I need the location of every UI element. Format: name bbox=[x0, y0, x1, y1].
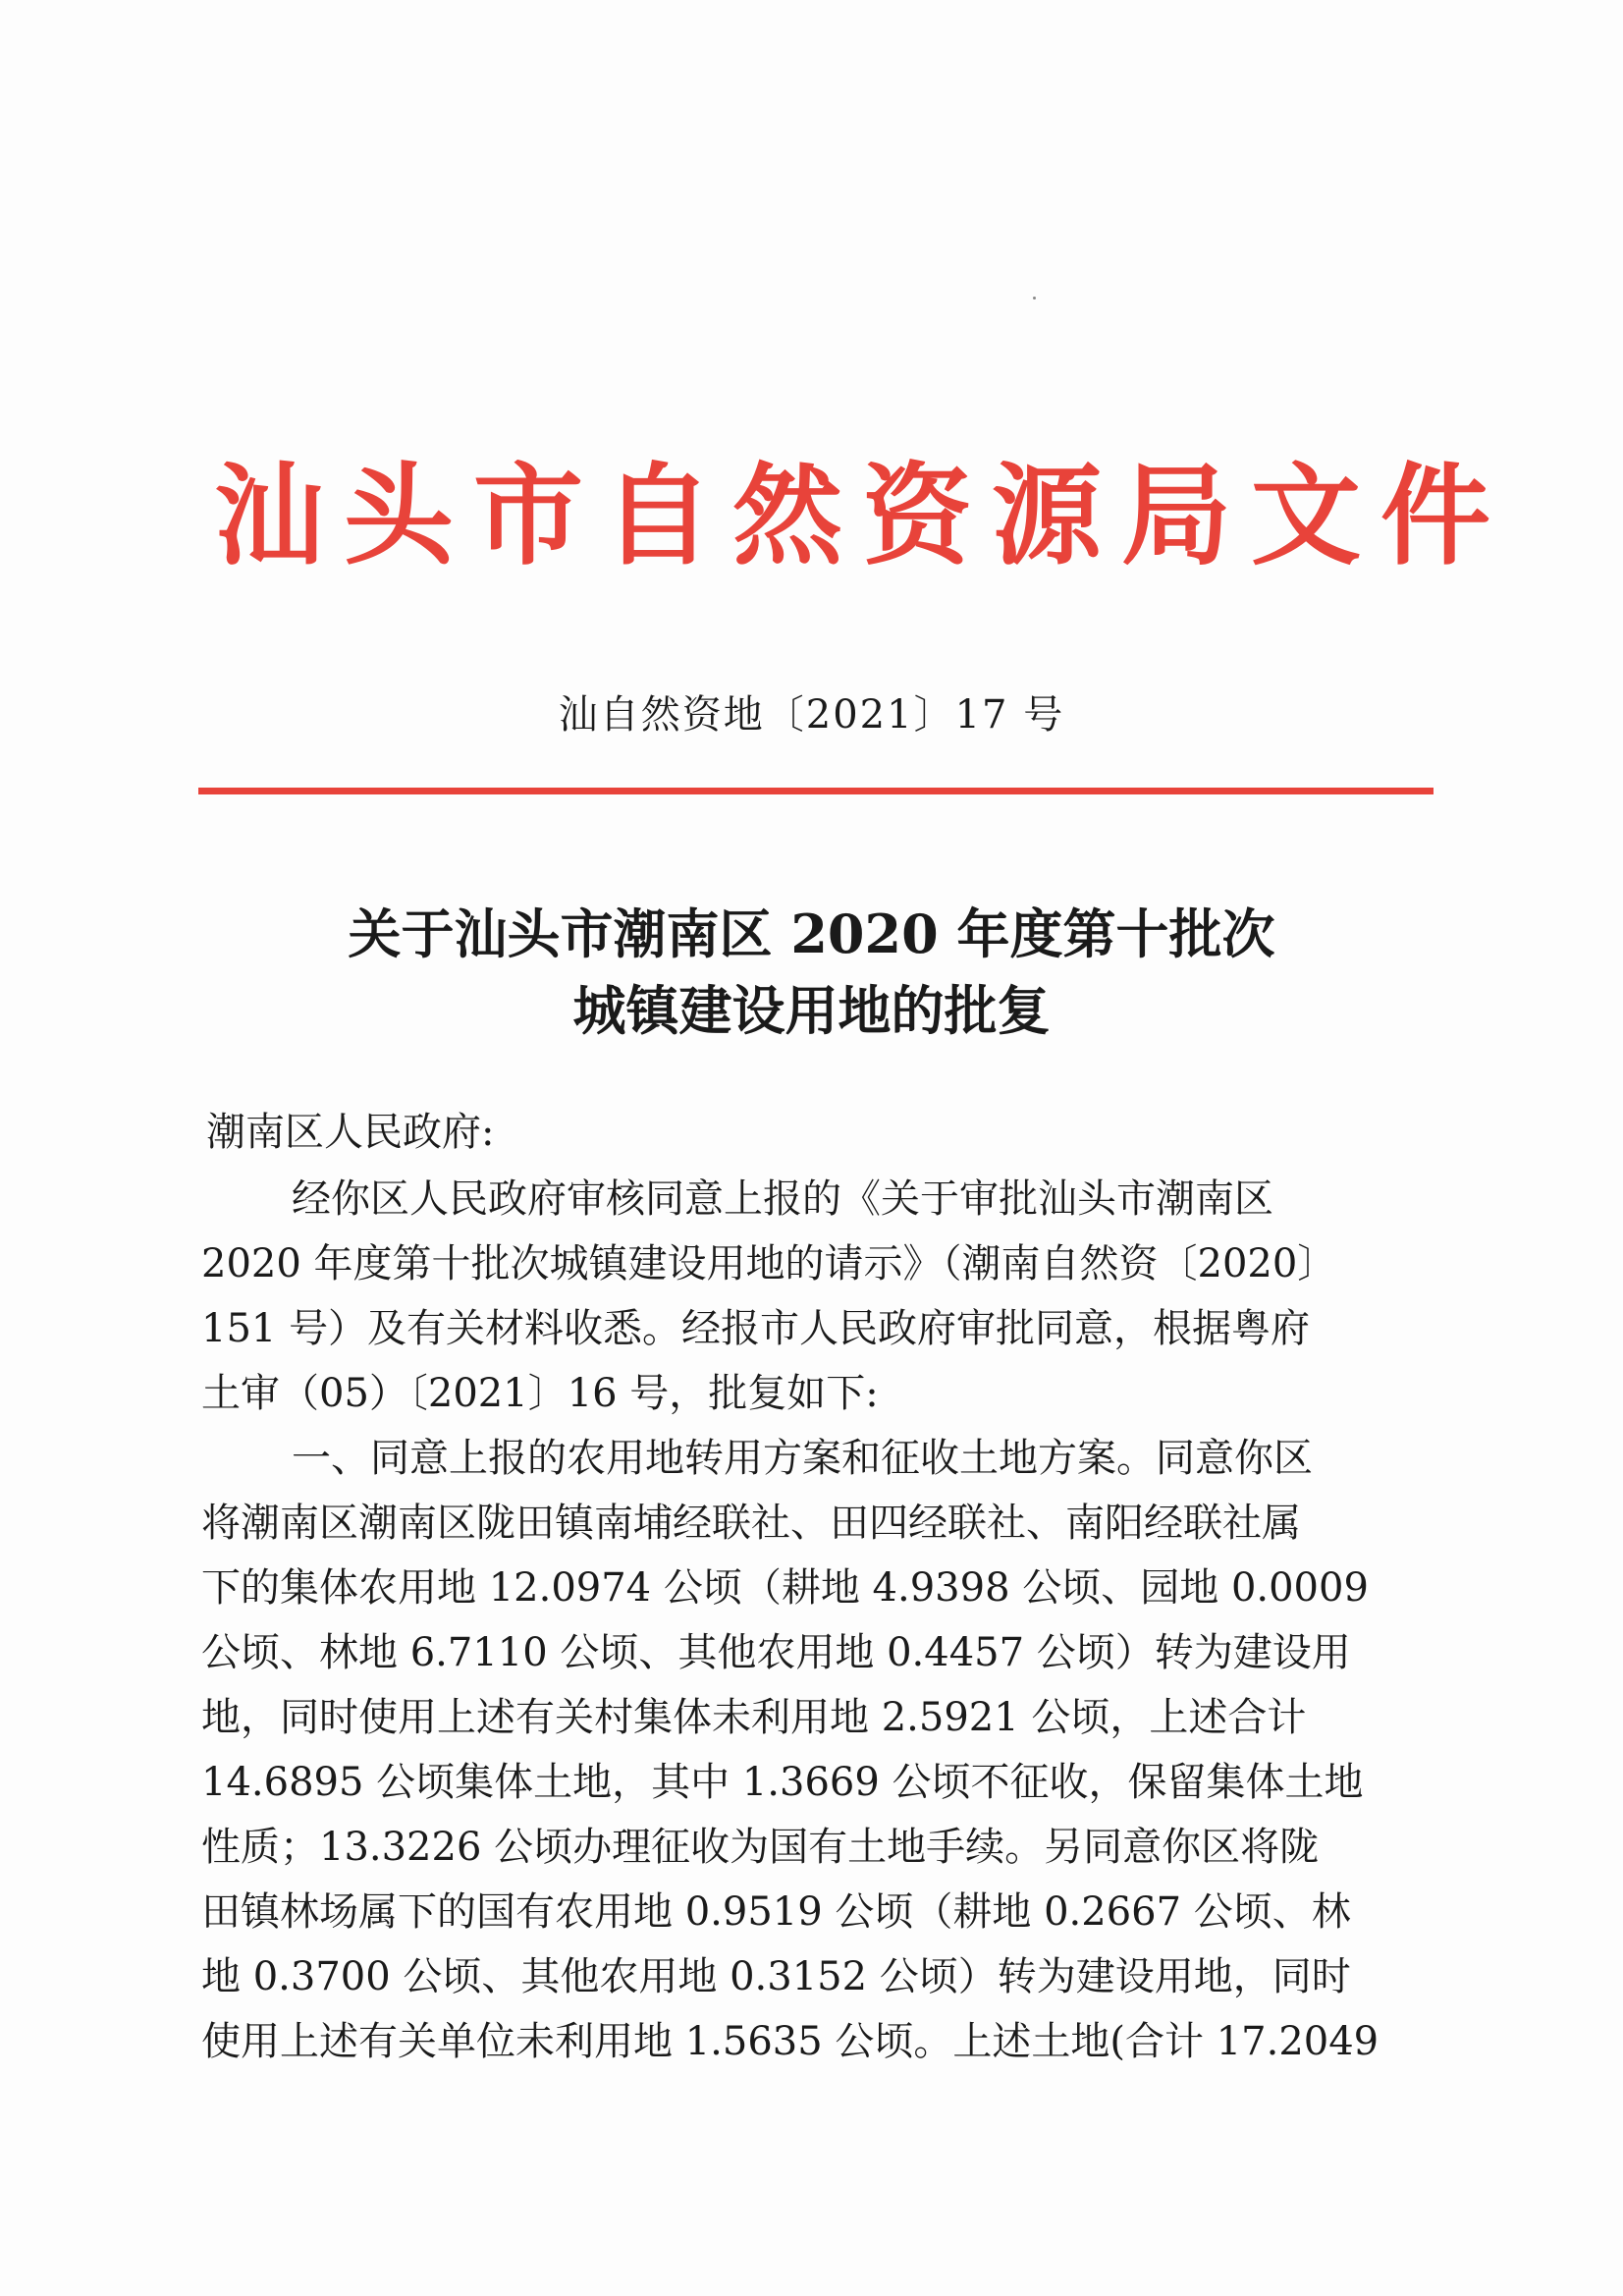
body-line: 公顷、林地 6.7110 公顷、其他农用地 0.4457 公顷）转为建设用 bbox=[201, 1630, 1351, 1675]
document-title bbox=[0, 896, 1623, 1049]
addressee: 潮南区人民政府: bbox=[206, 1110, 495, 1155]
body-line: 使用上述有关单位未利用地 1.5635 公顷。上述土地(合计 17.2049 bbox=[201, 2019, 1380, 2064]
body-line: 地，同时使用上述有关村集体未利用地 2.5921 公顷，上述合计 bbox=[201, 1695, 1307, 1740]
body-line: 经你区人民政府审核同意上报的《关于审批汕头市潮南区 bbox=[292, 1176, 1273, 1222]
agency-header-title: 汕头市自然资源局文件 bbox=[214, 452, 1510, 580]
red-separator-line bbox=[198, 788, 1434, 794]
body-line: 下的集体农用地 12.0974 公顷（耕地 4.9398 公顷、园地 0.0009 bbox=[201, 1565, 1369, 1611]
body-line: 田镇林场属下的国有农用地 0.9519 公顷（耕地 0.2667 公顷、林 bbox=[201, 1889, 1351, 1935]
title-line-1: 关于汕头市潮南区 2020 年度第十批次 bbox=[348, 902, 1275, 965]
document-number: 汕自然资地〔2021〕17 号 bbox=[558, 692, 1065, 738]
body-line: 14.6895 公顷集体土地，其中 1.3669 公顷不征收，保留集体土地 bbox=[201, 1760, 1364, 1805]
body-line: 土审（05）〔2021〕16 号，批复如下: bbox=[201, 1371, 879, 1416]
scan-speck bbox=[1033, 297, 1036, 300]
body-line: 一、同意上报的农用地转用方案和征收土地方案。同意你区 bbox=[292, 1436, 1313, 1481]
body-line: 性质；13.3226 公顷办理征收为国有土地手续。另同意你区将陇 bbox=[201, 1825, 1320, 1870]
body-line: 地 0.3700 公顷、其他农用地 0.3152 公顷）转为建设用地，同时 bbox=[201, 1954, 1351, 1999]
body-line: 2020 年度第十批次城镇建设用地的请示》（潮南自然资〔2020〕 bbox=[201, 1241, 1337, 1286]
body-line: 将潮南区潮南区陇田镇南埔经联社、田四经联社、南阳经联社属 bbox=[201, 1501, 1301, 1546]
body-line: 151 号）及有关材料收悉。经报市人民政府审批同意，根据粤府 bbox=[201, 1306, 1311, 1351]
body-text bbox=[201, 1167, 1397, 2074]
title-line-2: 城镇建设用地的批复 bbox=[572, 979, 1051, 1042]
